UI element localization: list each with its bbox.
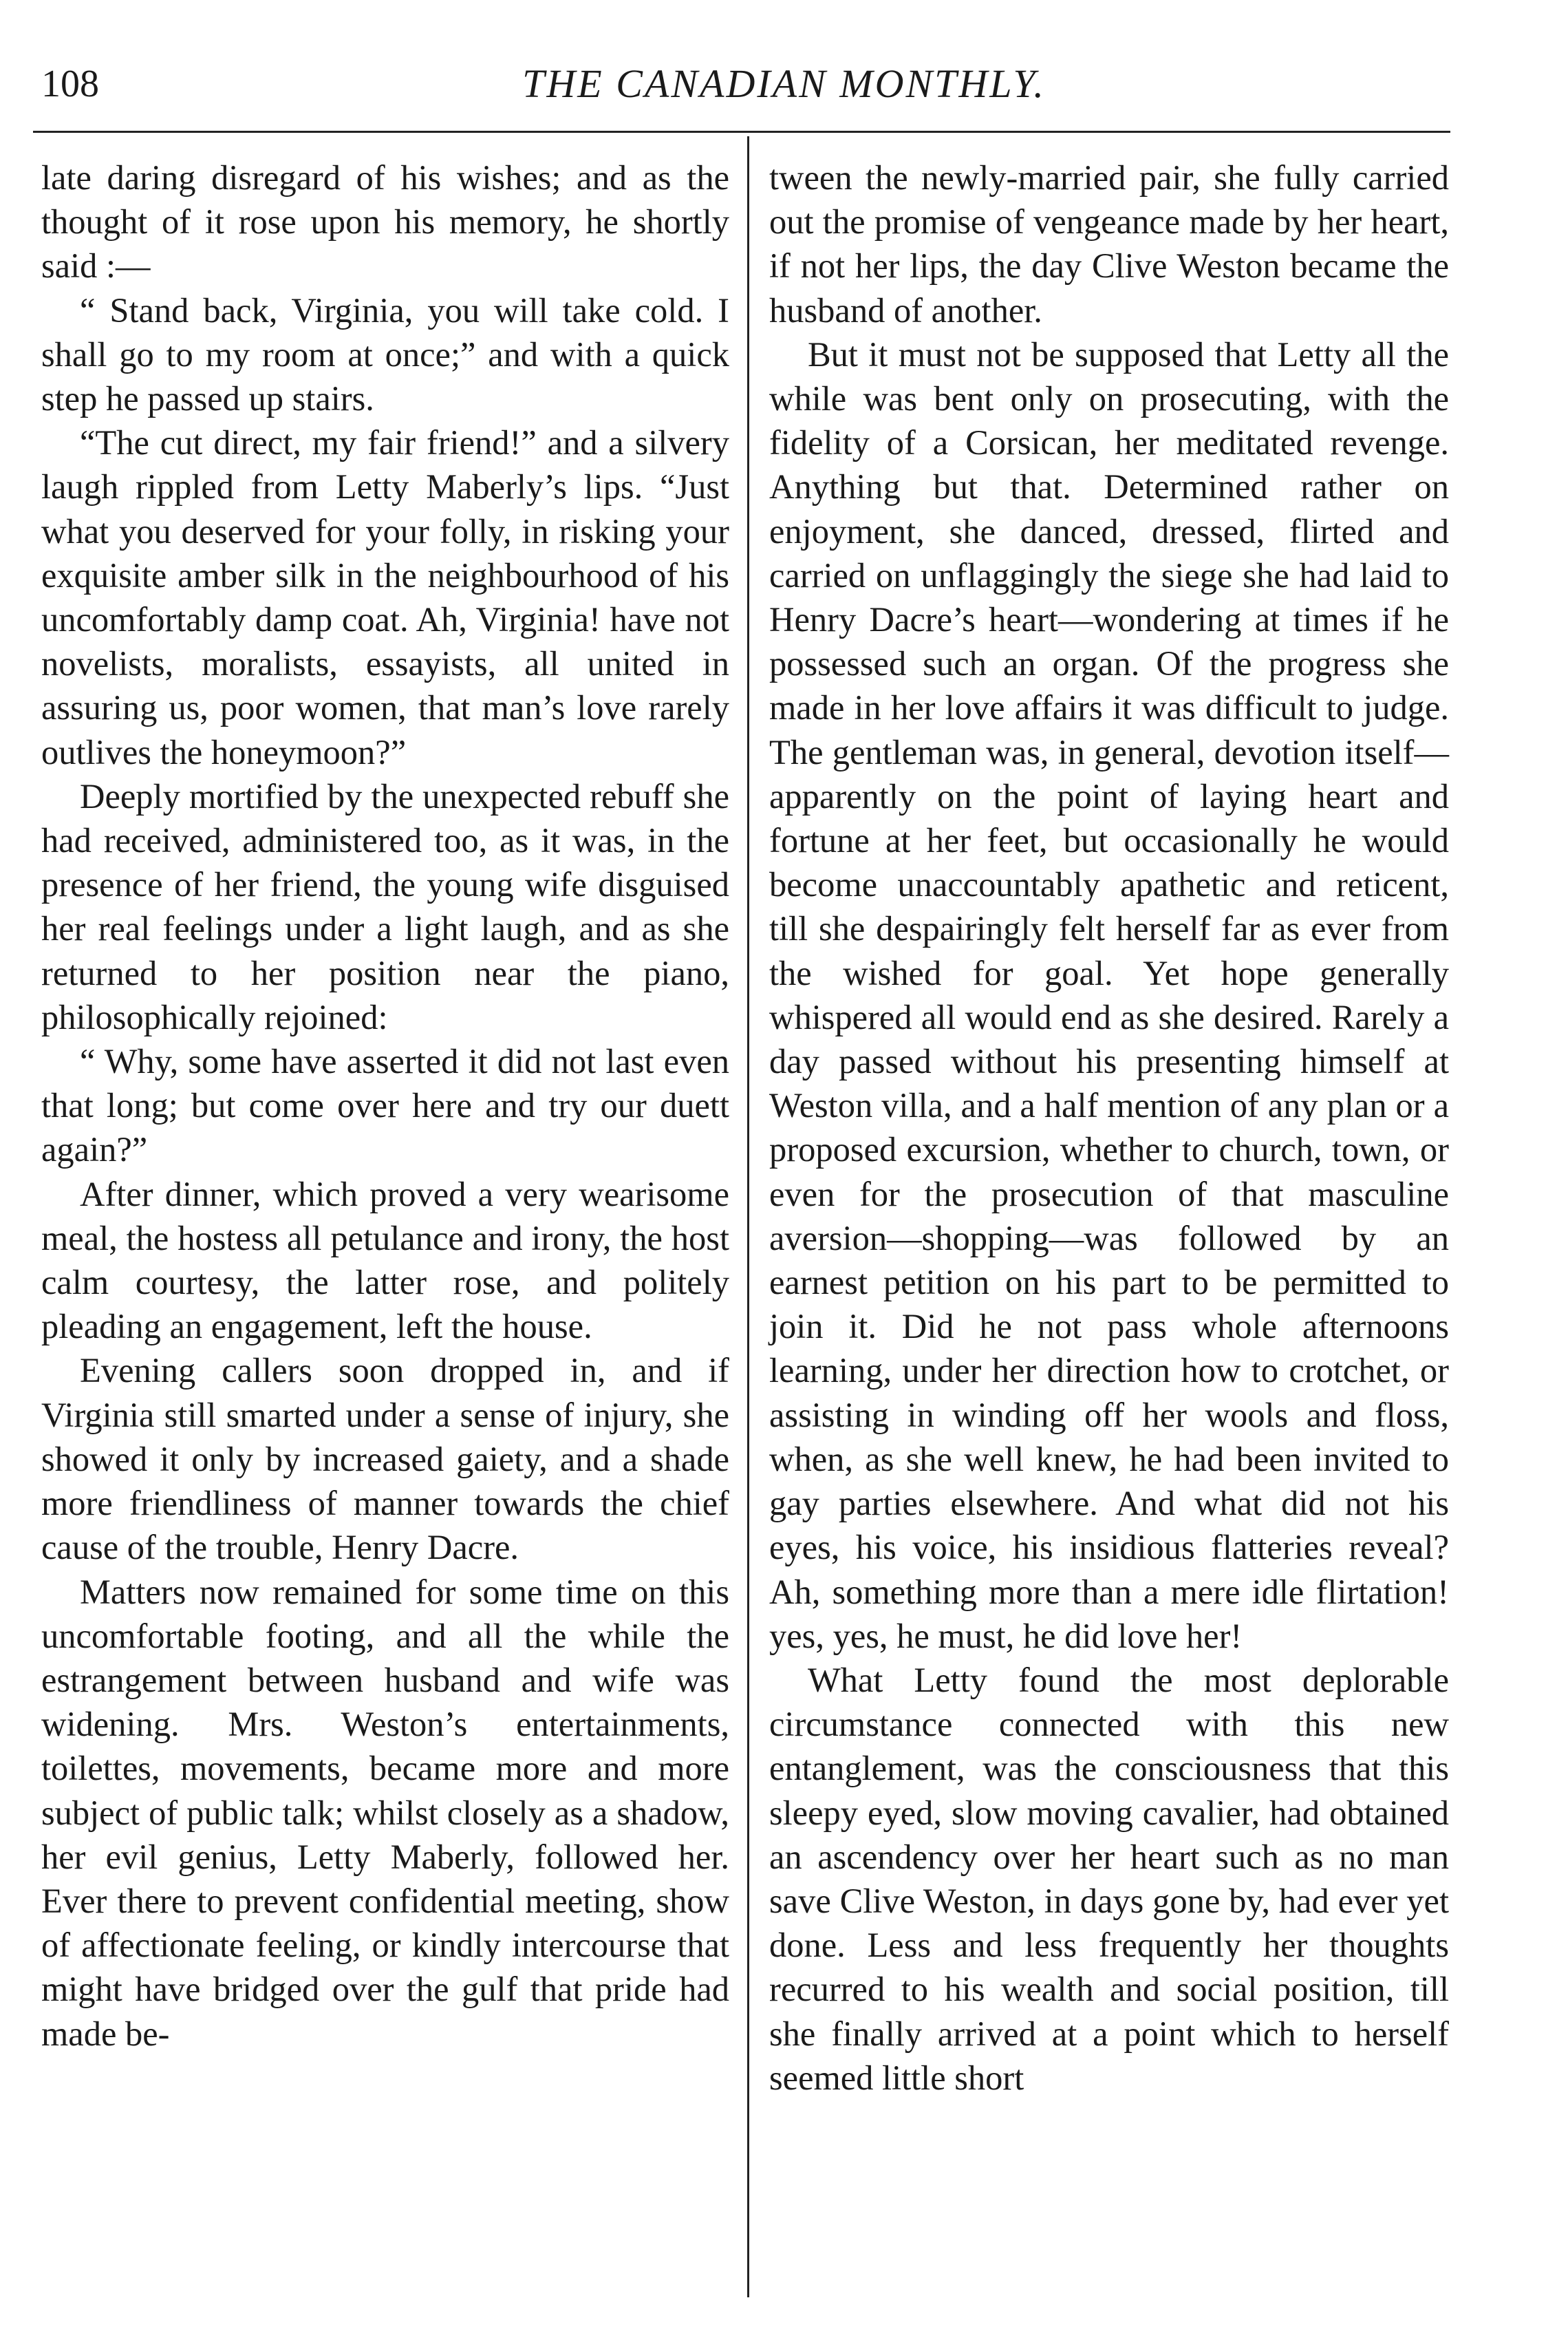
paragraph: After dinner, which proved a very wearisome meal, the hostess all petulance and irony, the host calm courtesy, the latter rose, and politely pleading an engagement, left the house. [41, 1174, 729, 1346]
paragraph: Matters now remained for some time on this uncomfortable footing, and all the while the estrangement between husband and wife was widening. Mrs. Weston’s entertainments, toilettes, movements, became more and more subject of public talk; whilst closely as a shadow, her evil genius, Letty Maberly, followed her. Ever there to prevent confidential meeting, show of affectionate feeling, or kindly intercourse that might have bridged over the gulf that pride had made be- [41, 1572, 729, 2053]
running-title: THE CANADIAN MONTHLY. [522, 61, 1046, 106]
page-number: 108 [41, 63, 99, 105]
paragraph: What Letty found the most deplorable circumstance connected with this new entanglement, was the consciousness that this sleepy eyed, slow moving cavalier, had obtained an ascendency over her heart such as no man save Clive Weston, in days gone by, had ever yet done. Less and less frequently her thoughts recurred to his wealth and social position, till she finally arrived at a point which to herself seemed little short [769, 1660, 1449, 2097]
paragraph: “ Stand back, Virginia, you will take cold. I shall go to my room at once;” and with a quick step he passed up stairs. [41, 290, 729, 418]
paragraph: late daring disregard of his wishes; and as the thought of it rose upon his memory, he shortly said :— [41, 158, 729, 286]
page-header [0, 56, 1568, 111]
paragraph: tween the newly-married pair, she fully carried out the promise of vengeance made by her heart, if not her lips, the day Clive Weston became the husband of another. [769, 158, 1449, 330]
right-column [769, 156, 1449, 2100]
paragraph: Evening callers soon dropped in, and if Virginia still smarted under a sense of injury, she showed it only by increased gaiety, and a shade more friendliness of manner towards the chief cause of the trouble, Henry Dacre. [41, 1351, 729, 1567]
paragraph: Deeply mortified by the unexpected rebuff she had received, administered too, as it was, in the presence of her friend, the young wife disguised her real feelings under a light laugh, and as she returned to her position near the piano, philosophically rejoined: [41, 776, 729, 1036]
paragraph: “ Why, some have asserted it did not last even that long; but come over here and try our duett again?” [41, 1042, 729, 1169]
paragraph: “The cut direct, my fair friend!” and a silvery laugh rippled from Letty Maberly’s lips. “Just what you deserved for your folly, in risking your exquisite amber silk in the neighbourhood of his uncomfortably damp coat. Ah, Virginia! have not novelists, moralists, essayists, all united in assuring us, poor women, that man’s love rarely outlives the honeymoon?” [41, 423, 729, 772]
left-column [41, 156, 729, 2056]
column-divider [747, 136, 749, 2297]
header-rule [33, 131, 1450, 133]
paragraph: But it must not be supposed that Letty all the while was bent only on prosecuting, with the fidelity of a Corsican, her meditated revenge. Anything but that. Determined rather on enjoyment, she danced, dressed, flirted and carried on unflaggingly the siege she had laid to Henry Dacre’s heart—wondering at times if he possessed such an organ. Of the progress she made in her love affairs it was difficult to judge. The gentleman was, in general, devotion itself—apparently on the point of laying heart and fortune at her feet, but occasionally he would become unaccountably apathetic and reticent, till she despairingly felt herself far as ever from the wished for goal. Yet hope generally whispered all would end as she desired. Rarely a day passed without his presenting himself at Weston villa, and a half mention of any plan or a proposed excursion, whether to church, town, or even for the prosecution of that masculine aversion—shopping—was followed by an earnest petition on his part to be permitted to join it. Did he not pass whole afternoons learning, under her direction how to crotchet, or assisting in winding off her wools and floss, when, as she well knew, he had been invited to gay parties elsewhere. And what did not his eyes, his voice, his insidious flatteries reveal? Ah, something more than a mere idle flirtation! yes, yes, he must, he did love her! [769, 334, 1449, 1655]
